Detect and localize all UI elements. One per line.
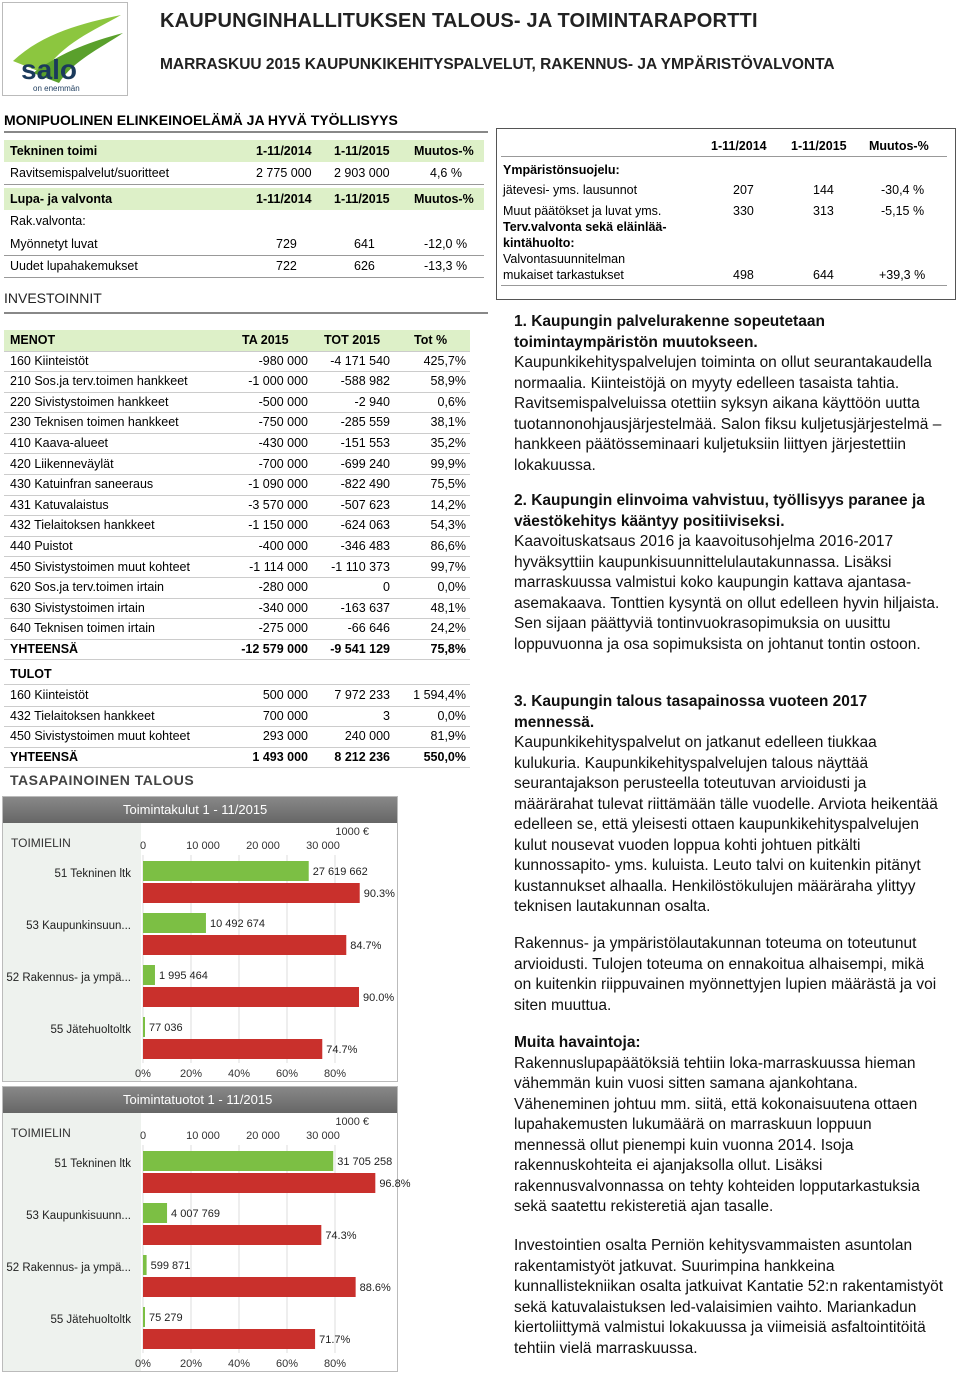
row-value: 75,8% <box>430 641 466 656</box>
chart-bar-percent <box>143 1173 375 1193</box>
row-value: 86,6% <box>430 538 466 553</box>
paragraph-body: Kaupunkikehityspalvelut on jatkanut edelleen tiukkaa kulukuria. Kaupunkikehityspalvelujen talous näyttää seurantajakson perusteella toteutuvan arvioidusti ja määrärahat tulevat riittämään tälle vuodelle. Arviota heikentää edelleen se, että yleisesti ottaen kaupunkikehityspalvelujen kulut nousevat vuoden loppua kohti johtuen pitkälti kunnossapito- yms. kuluista. Leuto talvi on kuitenkin pitänyt kustannukset alhaalla. Henkilöstökulujen määräraha ylittyy teknisen lautakunnan osalta. <box>514 734 938 915</box>
row-value: 330 <box>733 204 754 218</box>
row-value: -1 000 000 <box>248 374 308 389</box>
chart-bar-amount <box>143 1307 145 1327</box>
row-label: 450 Sivistystoimen muut kohteet <box>10 729 190 744</box>
col-head: Muutos-% <box>869 139 929 153</box>
row-value: -699 240 <box>340 456 390 471</box>
row-label: YHTEENSÄ <box>10 749 79 764</box>
row-value: -507 623 <box>340 497 390 512</box>
row-value: -30,4 % <box>881 183 925 197</box>
chart-bar-percent <box>143 935 346 955</box>
chart-bottom-tick: 20% <box>179 1358 203 1370</box>
row-label: 410 Kaava-alueet <box>10 435 108 450</box>
row-value: -430 000 <box>258 435 308 450</box>
row-value: -2 940 <box>354 394 390 409</box>
paragraph-3 <box>514 692 944 918</box>
row-value: 35,2% <box>430 435 466 450</box>
chart-toimintatuotot-plot <box>3 1113 411 1371</box>
chart-bottom-tick: 0% <box>135 1358 151 1370</box>
row-value: 498 <box>733 268 754 282</box>
row-label: 220 Sivistystoimen hankkeet <box>10 394 169 409</box>
chart-bar-amount <box>143 861 309 881</box>
section-heading: MONIPUOLINEN ELINKEINOELÄMÄ JA HYVÄ TYÖLLISYYS <box>4 112 398 128</box>
chart-top-tick: 30 000 <box>306 1130 340 1142</box>
rak-label: Rak.valvonta: <box>10 214 86 228</box>
row-label: jätevesi- yms. lausunnot <box>503 183 638 197</box>
row-value: -5,15 % <box>881 204 925 218</box>
row-label: mukaiset tarkastukset <box>503 268 624 282</box>
chart-bottom-tick: 40% <box>227 1068 251 1080</box>
chart-col-label: TOIMIELIN <box>11 1126 71 1140</box>
menot-total-row <box>4 639 470 661</box>
row-value: 3 <box>383 708 390 723</box>
terv-label: kintähuolto: <box>503 236 575 250</box>
row-value: -822 490 <box>340 477 390 492</box>
chart-bottom-tick: 80% <box>323 1358 347 1370</box>
svg-text:salo: salo <box>21 54 78 85</box>
row-value: -1 090 000 <box>248 477 308 492</box>
tulot-label: TULOT <box>10 666 52 681</box>
menot-row <box>4 577 470 599</box>
row-value: -4 171 540 <box>330 353 390 368</box>
report-subtitle: MARRASKUU 2015 KAUPUNKIKEHITYSPALVELUT, RAKENNUS- JA YMPÄRISTÖVALVONTA <box>160 56 835 73</box>
row-value: -12 579 000 <box>241 641 308 656</box>
row-value: 75,5% <box>430 477 466 492</box>
chart-bar-amount <box>143 1203 167 1223</box>
terv-label: Terv.valvonta sekä eläinlää- <box>503 220 667 234</box>
chart-bar-percent <box>143 1329 315 1349</box>
row-value: -340 000 <box>258 600 308 615</box>
logo-swoosh-icon <box>3 3 127 95</box>
row-label: 440 Puistot <box>10 538 73 553</box>
menot-row <box>4 371 470 393</box>
chart-bottom-tick: 20% <box>179 1068 203 1080</box>
row-value: 0,6% <box>437 394 466 409</box>
row-label: YHTEENSÄ <box>10 641 79 656</box>
row-label: 450 Sivistystoimen muut kohteet <box>10 559 190 574</box>
paragraph-body: Rakennuslupapäätöksiä tehtiin loka-marraskuussa hieman vähemmän kuin vuosi sitten samana ajankohtana. Väheneminen johtuu mm. siitä, että kokonaisuutena ottaen lupahakemusten lukumäärä on marraskuun loppuun mennessä ollut pienempi kuin vuonna 2014. Isoja rakennuskohteita ei ajanjaksolla ollut. Lisäksi rakennusvalvonnassa on tehty kohteiden lopputarkastuksia sekä saatettu rekisteretiä ajan tasalle. <box>514 1054 920 1215</box>
lupa-row: Uudet lupahakemukset 722 626 -13,3 % <box>4 255 484 278</box>
chart-data-label: 77 036 <box>149 1022 183 1034</box>
col-head: 1-11/2015 <box>791 139 847 153</box>
chart-bottom-tick: 60% <box>275 1358 299 1370</box>
chart-toimintakulut <box>2 796 398 1082</box>
salo-logo <box>2 2 128 96</box>
chart-bar-amount <box>143 965 155 985</box>
chart-data-label: 1 995 464 <box>158 970 208 982</box>
ymp-label: Ympäristönsuojelu: <box>503 163 620 177</box>
row-value: 240 000 <box>344 729 390 744</box>
paragraph-5 <box>514 1033 944 1218</box>
chart-unit-label: 1000 € <box>335 1116 369 1128</box>
row-value: -1 110 373 <box>331 559 390 574</box>
chart-data-label: 90.3% <box>363 888 395 900</box>
row-value: 207 <box>733 183 754 197</box>
row-value: 0,0% <box>437 580 466 595</box>
chart-toimintakulut-plot <box>3 823 397 1081</box>
menot-row <box>4 618 470 640</box>
chart-data-label: 74.7% <box>326 1044 358 1056</box>
tulot-total-row <box>4 747 470 769</box>
row-value: 293 000 <box>262 729 308 744</box>
row-value: -280 000 <box>258 580 308 595</box>
chart-data-label: 27 619 662 <box>312 866 368 878</box>
row-label: Muut päätökset ja luvat yms. <box>503 204 662 218</box>
row-label: 160 Kiinteistöt <box>10 688 89 703</box>
row-value: 24,2% <box>430 621 466 636</box>
terv-label: Valvontasuunnitelman <box>503 252 626 266</box>
tekninen-row: Ravitsemispalvelut/suoritteet 2 775 000 2 903 000 4,6 % <box>4 162 484 185</box>
chart-unit-label: 1000 € <box>335 826 369 838</box>
paragraph-body: Kaavoituskatsaus 2016 ja kaavoitusohjelma 2016-2017 hyväksyttiin kaupunkisuunnittelulautakunnassa. Lisäksi marraskuussa valmistui koko kaupungin kattava ajantasa-asemakaava. Tonttien kysyntä on ollut edelleen hyvin hiljaista. Sen sijaan päättyviä tontinvuokrasopimuksia on uusittu loppuvuonna ja osa sopimuksista on johtanut tontin ostoon. <box>514 533 940 653</box>
row-value: 48,1% <box>430 600 466 615</box>
row-label: 431 Katuvalaistus <box>10 497 109 512</box>
report-title: KAUPUNGINHALLITUKSEN TALOUS- JA TOIMINTARAPORTTI <box>160 10 758 32</box>
row-label: 420 Liikenneväylät <box>10 456 114 471</box>
row-value: -700 000 <box>258 456 308 471</box>
row-value: 1 493 000 <box>252 749 308 764</box>
row-value: -400 000 <box>258 538 308 553</box>
investoinnit-title: INVESTOINNIT <box>4 290 102 306</box>
row-label: 640 Teknisen toimen irtain <box>10 621 155 636</box>
row-value: -151 553 <box>340 435 390 450</box>
chart-category-label: 53 Kaupunkinsuun... <box>26 920 131 932</box>
row-label: 432 Tielaitoksen hankkeet <box>10 708 155 723</box>
menot-row <box>4 433 470 455</box>
row-value: 8 212 236 <box>334 749 390 764</box>
chart-label-column <box>3 823 141 1081</box>
divider <box>4 312 488 314</box>
row-value: 313 <box>813 204 834 218</box>
paragraph-4 <box>514 934 944 1016</box>
divider <box>501 285 947 286</box>
chart-category-label: 55 Jätehuoltoltk <box>50 1314 131 1326</box>
row-value: -588 982 <box>340 374 390 389</box>
lupa-row: Myönnetyt luvat 729 641 -12,0 % <box>4 233 484 256</box>
chart-bottom-tick: 80% <box>323 1068 347 1080</box>
chart-bar-amount <box>143 1151 333 1171</box>
chart-data-label: 31 705 258 <box>337 1156 393 1168</box>
chart-bar-amount <box>143 913 206 933</box>
row-label: 630 Sivistystoimen irtain <box>10 600 145 615</box>
paragraph-heading: Muita havaintoja: <box>514 1034 641 1051</box>
row-value: -500 000 <box>258 394 308 409</box>
tekninen-header-row: Tekninen toimi 1-11/2014 1-11/2015 Muutos-% <box>4 140 484 162</box>
chart-bar-percent <box>143 1039 322 1059</box>
menot-row <box>4 557 470 579</box>
tulot-row <box>4 726 470 748</box>
row-value: -980 000 <box>258 353 308 368</box>
chart-data-label: 74.3% <box>325 1230 357 1242</box>
row-value: 54,3% <box>430 518 466 533</box>
chart-top-tick: 30 000 <box>306 840 340 852</box>
chart-top-tick: 10 000 <box>186 840 220 852</box>
chart-category-label: 55 Jätehuoltoltk <box>50 1024 131 1036</box>
chart-category-label: 51 Tekninen ltk <box>54 868 131 880</box>
chart-category-label: 52 Rakennus- ja ympä... <box>6 1262 131 1274</box>
row-value: 425,7% <box>423 353 466 368</box>
chart-bar-percent <box>143 1277 356 1297</box>
menot-header-row: MENOT TA 2015 TOT 2015 Tot % <box>4 330 470 352</box>
paragraph-heading: 3. Kaupungin talous tasapainossa vuoteen 2017 mennessä. <box>514 693 868 731</box>
chart-data-label: 71.7% <box>319 1334 351 1346</box>
row-label: 620 Sos.ja terv.toimen irtain <box>10 580 165 595</box>
menot-row <box>4 495 470 517</box>
chart-category-label: 53 Kaupunkisuunn... <box>26 1210 131 1222</box>
row-label: 432 Tielaitoksen hankkeet <box>10 518 155 533</box>
row-label: 230 Teknisen toimen hankkeet <box>10 415 179 430</box>
row-value: -624 063 <box>340 518 390 533</box>
paragraph-6 <box>514 1236 944 1359</box>
menot-row <box>4 412 470 434</box>
tasapainoinen-heading: TASAPAINOINEN TALOUS <box>10 772 195 788</box>
menot-row <box>4 598 470 620</box>
menot-row <box>4 474 470 496</box>
paragraph-1 <box>514 312 944 476</box>
row-value: -163 637 <box>340 600 390 615</box>
chart-data-label: 599 871 <box>150 1260 191 1272</box>
row-value: -9 541 129 <box>330 641 390 656</box>
chart-data-label: 90.0% <box>363 992 395 1004</box>
row-value: -750 000 <box>258 415 308 430</box>
divider <box>501 156 947 157</box>
row-value: 14,2% <box>430 497 466 512</box>
chart-data-label: 75 279 <box>149 1312 183 1324</box>
tulot-row <box>4 706 470 728</box>
chart-category-label: 52 Rakennus- ja ympä... <box>6 972 131 984</box>
chart-bar-amount <box>143 1017 145 1037</box>
row-value: 38,1% <box>430 415 466 430</box>
chart-label-column <box>3 1113 141 1371</box>
row-value: 550,0% <box>423 749 466 764</box>
chart-category-label: 51 Tekninen ltk <box>54 1158 131 1170</box>
chart-top-tick: 20 000 <box>246 1130 280 1142</box>
menot-row <box>4 515 470 537</box>
chart-data-label: 96.8% <box>379 1178 411 1190</box>
paragraph-heading: 2. Kaupungin elinvoima vahvistuu, työllisyys paranee ja väestökehitys kääntyy positiiviseksi. <box>514 492 925 530</box>
row-label: 210 Sos.ja terv.toimen hankkeet <box>10 374 188 389</box>
row-value: -3 570 000 <box>248 497 308 512</box>
chart-title: Toimintakulut 1 - 11/2015 <box>3 797 397 823</box>
chart-bottom-tick: 40% <box>227 1358 251 1370</box>
menot-row <box>4 536 470 558</box>
row-value: +39,3 % <box>879 268 926 282</box>
row-value: 1 594,4% <box>413 688 466 703</box>
row-value: -66 646 <box>347 621 390 636</box>
row-value: 7 972 233 <box>334 688 390 703</box>
chart-top-tick: 10 000 <box>186 1130 220 1142</box>
ymparisto-table <box>496 128 956 300</box>
chart-col-label: TOIMIELIN <box>11 836 71 850</box>
paragraph-heading: 1. Kaupungin palvelurakenne sopeutetaan toimintaympäristön muutokseen. <box>514 313 825 351</box>
row-label: 430 Katuinfran saneeraus <box>10 477 154 492</box>
chart-title: Toimintatuotot 1 - 11/2015 <box>3 1087 397 1113</box>
chart-bar-percent <box>143 987 359 1007</box>
row-value: 0,0% <box>437 708 466 723</box>
paragraph-body: Rakennus- ja ympäristölautakunnan toteuma on toteutunut arvioidusti. Tulojen toteuma on ennakoitua alhaisempi, mikä on kuitenkin riippuvainen myönnettyjen lupien määrästä ja voi siten muuttua. <box>514 935 937 1014</box>
paragraph-body: Kaupunkikehityspalvelujen toiminta on ollut seurantakaudella normaalia. Kiinteistöjä on myyty edelleen tasaista tahtia. Ravitsemispalveluissa otettiin syksyn aikana käyttöön uutta tuotannonohjausjärjestelmää. Salon fiksu kuljetusjärjestelmä –hankkeen päätösseminaari kuljetuksiin liittyen järjestettiin lokakuussa. <box>514 354 942 474</box>
row-value: -1 150 000 <box>248 518 308 533</box>
tulot-row <box>4 685 470 707</box>
menot-row <box>4 351 470 373</box>
divider <box>4 131 488 133</box>
chart-bar-percent <box>143 1225 321 1245</box>
svg-text:on enemmän: on enemmän <box>33 84 80 93</box>
row-value: -285 559 <box>340 415 390 430</box>
paragraph-body: Investointien osalta Perniön kehitysvammaisten asuntolan rakentamistyöt jatkuvat. Suurimpina hankkeina kunnallistekniikan osalta jatkuivat Kantatie 52:n rakentamistyöt sekä katuvalaistuksen led-valaisimien vaihto. Mariankadun kiertoliittymä valmistui lokakuussa ja viimeisiä asfaltointitöitä tehtiin vielä marraskuussa. <box>514 1237 944 1357</box>
chart-top-tick: 20 000 <box>246 840 280 852</box>
row-value: 58,9% <box>430 374 466 389</box>
chart-toimintatuotot <box>2 1086 411 1372</box>
row-value: 0 <box>383 580 390 595</box>
chart-bar-percent <box>143 883 360 903</box>
row-value: 500 000 <box>262 688 308 703</box>
row-value: -275 000 <box>258 621 308 636</box>
chart-top-tick: 0 <box>139 1130 147 1142</box>
tulot-header-row <box>4 664 470 686</box>
chart-bottom-tick: 0% <box>135 1068 151 1080</box>
chart-data-label: 10 492 674 <box>209 918 266 930</box>
menot-row <box>4 392 470 414</box>
row-value: 644 <box>813 268 834 282</box>
menot-row <box>4 454 470 476</box>
row-value: 81,9% <box>430 729 466 744</box>
row-value: 99,9% <box>430 456 466 471</box>
chart-data-label: 84.7% <box>350 940 382 952</box>
row-value: -1 114 000 <box>249 559 308 574</box>
chart-bottom-tick: 60% <box>275 1068 299 1080</box>
chart-data-label: 88.6% <box>359 1282 391 1294</box>
row-label: 160 Kiinteistöt <box>10 353 89 368</box>
row-value: 144 <box>813 183 834 197</box>
chart-data-label: 4 007 769 <box>171 1208 220 1220</box>
chart-bar-amount <box>143 1255 147 1275</box>
row-value: 99,7% <box>430 559 466 574</box>
row-value: -346 483 <box>340 538 390 553</box>
chart-top-tick: 0 <box>139 840 147 852</box>
row-value: 700 000 <box>262 708 308 723</box>
lupa-header-row: Lupa- ja valvonta 1-11/2014 1-11/2015 Muutos-% <box>4 188 484 210</box>
paragraph-2 <box>514 491 944 655</box>
col-head: 1-11/2014 <box>711 139 767 153</box>
